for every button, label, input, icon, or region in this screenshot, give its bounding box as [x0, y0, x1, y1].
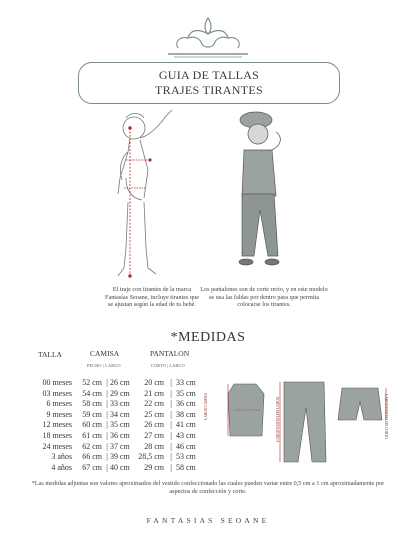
- cell-plargo: 35 cm: [176, 388, 196, 398]
- cell-corto: 27 cm: [144, 430, 164, 440]
- cell-largo: 26 cm: [110, 378, 130, 387]
- cell-separator: |: [170, 430, 172, 440]
- cell-separator: |: [170, 420, 172, 430]
- cell-talla: 9 meses: [46, 409, 72, 419]
- pantalon-subheader: CORTO | LARGO: [151, 363, 185, 368]
- footnote: *Las medidas adjuntas son valores aproximados del vestido confeccionado las cuales pueden variar entre 0,5 cm a 1 cm aproximadamente por aspectos de confección y corte.: [31, 480, 385, 495]
- cell-largo: 35 cm: [110, 420, 130, 430]
- cell-separator: |: [106, 420, 108, 430]
- cell-plargo: 36 cm: [176, 399, 196, 409]
- cell-separator: |: [170, 378, 172, 387]
- col-pantalon: PANTALON: [150, 349, 190, 358]
- col-talla: TALLA: [38, 350, 62, 359]
- cell-plargo: 58 cm: [176, 462, 196, 472]
- table-row: [28, 389, 206, 400]
- label-shirt-length: LARGO CAMISA: [204, 392, 208, 420]
- cell-largo: 37 cm: [110, 441, 130, 451]
- cell-pecho: 62 cm: [82, 441, 102, 451]
- cell-separator: |: [170, 452, 172, 462]
- camisa-subheader: PECHO | LARGO: [87, 363, 121, 368]
- title-box: [78, 62, 340, 104]
- scroll-ornament-icon: [168, 14, 248, 60]
- cell-separator: |: [170, 388, 172, 398]
- cell-largo: 33 cm: [110, 399, 130, 409]
- cell-pecho: 67 cm: [82, 462, 102, 472]
- table-row: [28, 442, 206, 453]
- cell-talla: 24 meses: [42, 441, 72, 451]
- cell-corto: 21 cm: [144, 388, 164, 398]
- cell-separator: |: [106, 388, 108, 398]
- brand-name: FANTASIAS SEOANE: [146, 516, 270, 525]
- cell-pecho: 60 cm: [82, 420, 102, 430]
- cell-pecho: 66 cm: [82, 452, 102, 462]
- table-row: [28, 463, 206, 474]
- cell-pecho: 58 cm: [82, 399, 102, 409]
- title-line2: TRAJES TIRANTES: [155, 83, 263, 97]
- cell-separator: |: [106, 409, 108, 419]
- cell-plargo: 33 cm: [176, 378, 196, 387]
- cell-largo: 40 cm: [110, 462, 130, 472]
- col-camisa: CAMISA: [90, 349, 120, 358]
- cell-talla: 12 meses: [42, 420, 72, 430]
- cell-plargo: 43 cm: [176, 430, 196, 440]
- cell-separator: |: [170, 441, 172, 451]
- table-row: [28, 431, 206, 442]
- label-short-pants-length: LARGO PANTALON CORTO: [384, 394, 388, 439]
- right-caption: Los pantalones son de corte recto, y en este modelo se usa las faldas por dentro para que permita colocarse los tirantes.: [200, 286, 328, 309]
- cell-corto: 28 cm: [144, 441, 164, 451]
- cell-largo: 39 cm: [110, 452, 130, 462]
- cell-talla: 6 meses: [46, 399, 72, 409]
- cell-pecho: 61 cm: [82, 430, 102, 440]
- table-row: [28, 410, 206, 421]
- baby-measure-illustration: [100, 108, 200, 288]
- measures-title: *MEDIDAS: [170, 330, 246, 345]
- table-row: [28, 452, 206, 463]
- garment-measure-illustration: [224, 378, 394, 468]
- left-caption: El traje con tirantes de la marca Fantasías Seoane, incluye tirantes que se ajustan según la edad de tu bebé.: [105, 286, 199, 309]
- cell-plargo: 38 cm: [176, 409, 196, 419]
- table-row: [28, 378, 206, 389]
- cell-separator: |: [106, 452, 108, 462]
- cell-talla: 18 meses: [42, 430, 72, 440]
- cell-pecho: 54 cm: [82, 388, 102, 398]
- cell-separator: |: [106, 462, 108, 472]
- cell-corto: 25 cm: [144, 409, 164, 419]
- cell-separator: |: [170, 399, 172, 409]
- boy-outfit-illustration: [228, 106, 318, 286]
- table-row: [28, 399, 206, 410]
- cell-separator: |: [106, 441, 108, 451]
- cell-separator: |: [170, 462, 172, 472]
- cell-pecho: 52 cm: [82, 378, 102, 387]
- cell-talla: 00 meses: [42, 378, 72, 387]
- cell-talla: 4 años: [51, 462, 72, 472]
- cell-plargo: 53 cm: [176, 452, 196, 462]
- cell-talla: 03 meses: [42, 388, 72, 398]
- table-row: [28, 420, 206, 431]
- title-line1: GUIA DE TALLAS: [158, 68, 260, 82]
- cell-plargo: 41 cm: [176, 420, 196, 430]
- cell-corto: 28,5 cm: [138, 452, 164, 462]
- cell-largo: 34 cm: [110, 409, 130, 419]
- cell-separator: |: [106, 378, 108, 387]
- cell-largo: 36 cm: [110, 430, 130, 440]
- cell-corto: 29 cm: [144, 462, 164, 472]
- cell-corto: 26 cm: [144, 420, 164, 430]
- cell-plargo: 46 cm: [176, 441, 196, 451]
- cell-largo: 29 cm: [110, 388, 130, 398]
- label-long-pants-length: LARGO PANTALON LARGO: [276, 396, 280, 442]
- cell-corto: 22 cm: [144, 399, 164, 409]
- size-table: [28, 378, 206, 473]
- cell-separator: |: [106, 430, 108, 440]
- cell-separator: |: [170, 409, 172, 419]
- cell-corto: 20 cm: [144, 378, 164, 387]
- cell-separator: |: [106, 399, 108, 409]
- cell-pecho: 59 cm: [82, 409, 102, 419]
- cell-talla: 3 años: [51, 452, 72, 462]
